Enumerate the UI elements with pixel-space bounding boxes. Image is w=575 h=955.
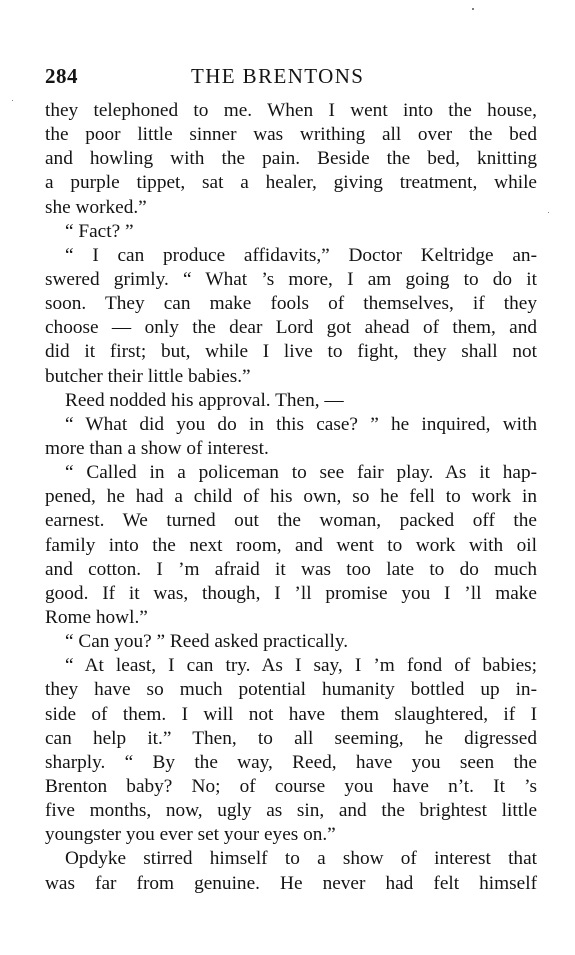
text-line: sharply. “ By the way, Reed, have you seen the [45,751,537,773]
text-line: Rome howl.” [45,606,148,628]
text-line: the poor little sinner was writhing all over the bed [45,124,537,146]
text-line: “ At least, I can try. As I say, I ’m fond of babies; [65,655,537,677]
text-line: youngster you ever set your eyes on.” [45,824,336,846]
text-line: and cotton. I ’m afraid it was too late to do much [45,558,537,580]
text-line: family into the next room, and went to work with oil [45,534,537,556]
text-line: she worked.” [45,196,147,218]
text-line: was far from genuine. He never had felt himself [45,872,537,894]
text-line: “ Fact? ” [65,220,134,242]
text-line: choose — only the dear Lord got ahead of them, and [45,317,537,339]
text-line: they telephoned to me. When I went into the house, [45,100,537,121]
text-line: five months, now, ugly as sin, and the brightest little [45,800,537,822]
text-line: “ I can produce affidavits,” Doctor Keltridge an- [65,244,537,266]
text-line: did it first; but, while I live to fight, they shall not [45,341,537,363]
text-line: Opdyke stirred himself to a show of interest that [65,848,537,870]
page-number: 284 [45,64,78,88]
text-line: soon. They can make fools of themselves, if they [45,293,537,315]
text-line: earnest. We turned out the woman, packed off the [45,510,537,532]
page-header [45,64,533,90]
text-line: a purple tippet, sat a healer, giving treatment, while [45,172,537,194]
text-line: can help it.” Then, to all seeming, he digressed [45,727,537,749]
body-text [45,99,537,896]
text-line: “ What did you do in this case? ” he inquired, with [65,413,537,435]
text-line: swered grimly. “ What ’s more, I am going to do it [45,268,537,290]
scan-speck [548,212,549,213]
text-line: butcher their little babies.” [45,365,251,387]
text-line: they have so much potential humanity bottled up in- [45,679,537,701]
text-line: side of them. I will not have them slaughtered, if I [45,703,537,725]
text-line: Brenton baby? No; of course you have n’t. It ’s [45,775,537,797]
text-line: and howling with the pain. Beside the bed, knitting [45,148,537,170]
text-line: “ Called in a policeman to see fair play. As it hap- [65,462,537,484]
text-line: good. If it was, though, I ’ll promise you I ’ll make [45,582,537,604]
running-title: THE BRENTONS [191,64,365,88]
text-line: more than a show of interest. [45,437,269,459]
text-line: pened, he had a child of his own, so he fell to work in [45,486,537,508]
scan-speck [472,8,474,10]
text-line: Reed nodded his approval. Then, — [65,389,344,411]
scan-speck [12,100,13,101]
text-line: “ Can you? ” Reed asked practically. [65,631,349,653]
